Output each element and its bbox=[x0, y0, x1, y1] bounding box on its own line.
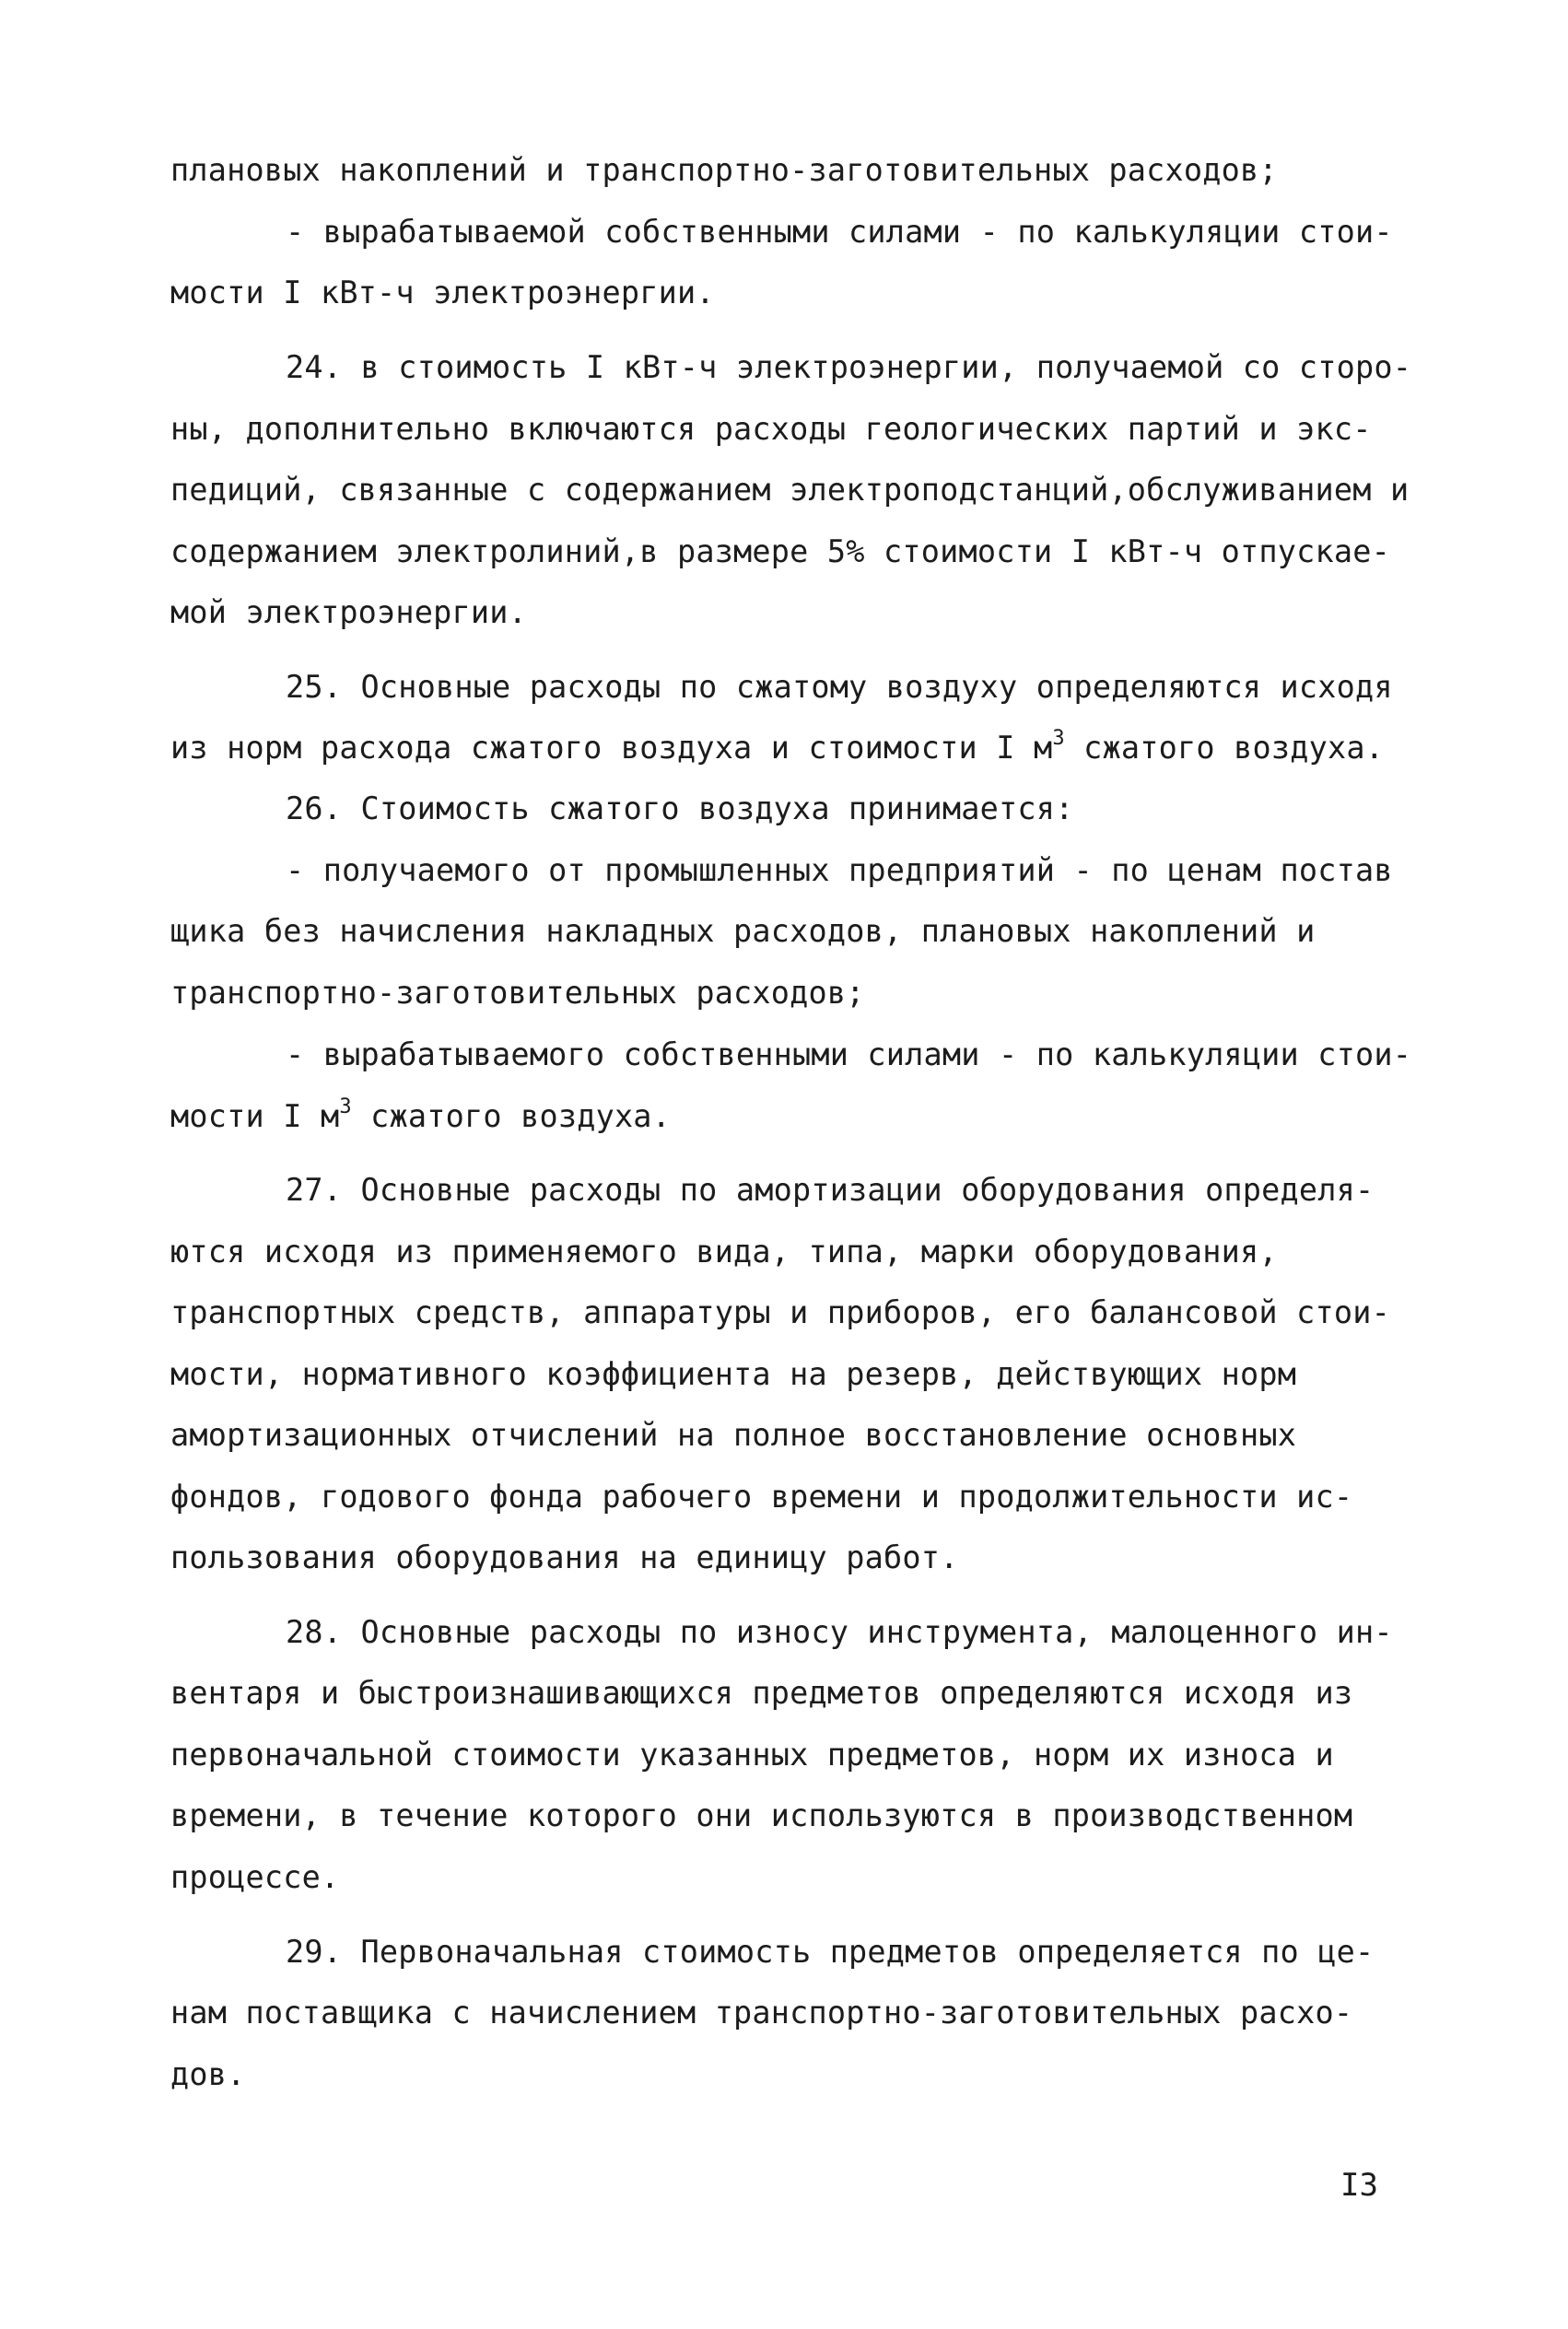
text-line: ны, дополнительно включаются расходы геологических партий и экс- bbox=[170, 411, 1372, 447]
text-line: дов. bbox=[170, 2056, 246, 2092]
text-segment: из норм расхода сжатого воздуха и стоимости I м bbox=[170, 730, 1053, 766]
text-line: фондов, годового фонда рабочего времени и продолжительности ис- bbox=[170, 1479, 1353, 1515]
text-line: мости, нормативного коэффициента на резерв, действующих норм bbox=[170, 1356, 1297, 1392]
text-line: вентаря и быстроизнашивающихся предметов определяются исходя из bbox=[170, 1675, 1353, 1711]
page-number: I3 bbox=[1340, 2167, 1378, 2204]
text-line: мой электроэнергии. bbox=[170, 594, 528, 630]
text-line: процессе. bbox=[170, 1859, 340, 1895]
text-segment: сжатого воздуха. bbox=[351, 1098, 672, 1134]
text-line: плановых накоплений и транспортно-заготовительных расходов; bbox=[170, 152, 1278, 188]
paragraph-28-line: 28. Основные расходы по износу инструмента, малоценного ин- bbox=[286, 1614, 1393, 1650]
paragraph-27-line: 27. Основные расходы по амортизации оборудования определя- bbox=[286, 1172, 1375, 1208]
text-line: мости I кВт-ч электроэнергии. bbox=[170, 275, 715, 310]
text-line: транспортно-заготовительных расходов; bbox=[170, 975, 865, 1011]
text-line-with-superscript bbox=[170, 1095, 672, 1134]
text-segment: мости I м bbox=[170, 1098, 340, 1134]
superscript: 3 bbox=[339, 1095, 352, 1118]
paragraph-24-line: 24. в стоимость I кВт-ч электроэнергии, получаемой со сторо- bbox=[286, 349, 1412, 385]
text-line-with-superscript bbox=[170, 727, 1385, 766]
superscript: 3 bbox=[1052, 727, 1065, 750]
text-line: времени, в течение которого они используются в производственном bbox=[170, 1797, 1353, 1833]
text-line: пользования оборудования на единицу работ. bbox=[170, 1539, 959, 1575]
paragraph-26-line: 26. Стоимость сжатого воздуха принимается: bbox=[286, 790, 1074, 826]
text-line: первоначальной стоимости указанных предметов, норм их износа и bbox=[170, 1737, 1334, 1773]
paragraph-25-line: 25. Основные расходы по сжатому воздуху определяются исходя bbox=[286, 669, 1393, 705]
text-line: - получаемого от промышленных предприятий - по ценам постав bbox=[286, 852, 1393, 888]
text-line: амортизационных отчислений на полное восстановление основных bbox=[170, 1417, 1297, 1453]
text-line: щика без начисления накладных расходов, плановых накоплений и bbox=[170, 913, 1316, 949]
text-line: - вырабатываемого собственными силами - по калькуляции стои- bbox=[286, 1036, 1412, 1072]
text-line: ются исходя из применяемого вида, типа, марки оборудования, bbox=[170, 1234, 1278, 1270]
text-line: транспортных средств, аппаратуры и приборов, его балансовой стои- bbox=[170, 1294, 1390, 1330]
text-line: педиций, связанные с содержанием электроподстанций,обслуживанием и bbox=[170, 472, 1410, 508]
text-line: - вырабатываемой собственными силами - по калькуляции стои- bbox=[286, 214, 1393, 250]
text-line: нам поставщика с начислением транспортно-заготовительных расхо- bbox=[170, 1995, 1353, 2031]
text-line: содержанием электролиний,в размере 5% стоимости I кВт-ч отпускае- bbox=[170, 533, 1390, 569]
paragraph-29-line: 29. Первоначальная стоимость предметов определяется по це- bbox=[286, 1934, 1375, 1970]
text-segment: сжатого воздуха. bbox=[1064, 730, 1385, 766]
